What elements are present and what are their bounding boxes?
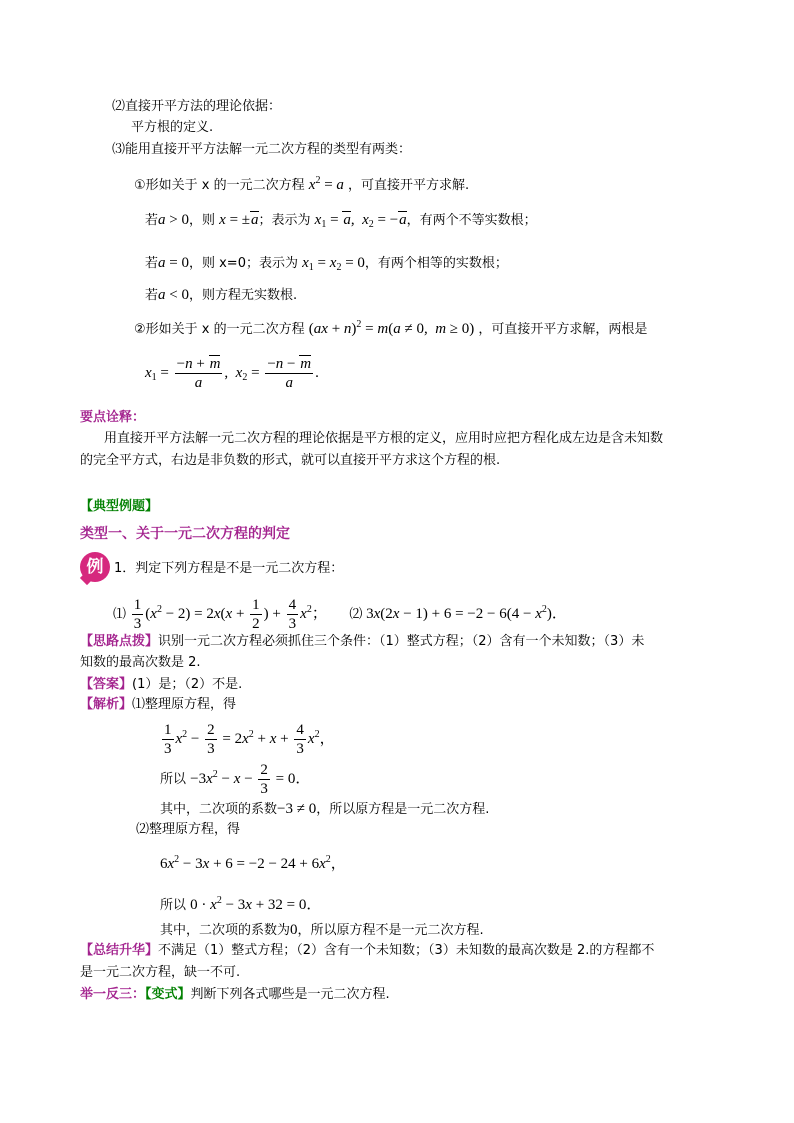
summary-line-2: 是一元二次方程，缺一不可. (80, 965, 241, 980)
example-question: 1．判定下列方程是不是一元二次方程： (114, 561, 344, 576)
analysis-eq-2: $6x^2 - 3x + 6 = -2 - 24 + 6x^2$， (160, 854, 346, 872)
analysis-so-1: 所以 $-3x^2 - x$ − $\frac{2}{3}$ = 0． (160, 762, 311, 798)
section-2-label: ⑵直接开平方法的理论依据： (112, 99, 282, 114)
type-1-line: ①形如关于 x 的一元二次方程 $x^2 = a$ ，可直接开平方求解. (134, 175, 470, 193)
case-a-positive: 若a > 0，则 x = ±a；表示为 $x_1 = a$, $x_2 = -a$，有两个不等实数根； (145, 212, 537, 230)
variant-line: 举一反三：【变式】判断下列各式哪些是一元二次方程. (80, 987, 390, 1002)
type-one-title: 类型一、关于一元二次方程的判定 (80, 526, 290, 542)
analysis-line: 【解析】⑴整理原方程，得 (80, 697, 237, 712)
summary-line-1: 【总结升华】不满足（1）整式方程；（2）含有一个未知数；（3）未知数的最高次数是 2.的方程都不 (80, 943, 655, 958)
formula-ax-plus-n-squared: (ax + n)$^2$ = m(a ≠ 0, m ≥ 0) (308, 319, 475, 337)
keypoint-line-1: 用直接开平方法解一元二次方程的理论依据是平方根的定义，应用时应把方程化成左边是含未知数 (104, 431, 664, 446)
type-2-line: ②形如关于 x 的一元二次方程 (ax + n)$^2$ = m(a ≠ 0, m ≥ 0) ，可直接开平方求解，两根是 (134, 319, 648, 337)
keypoint-line-2: 的完全平方式，右边是非负数的形式，就可以直接开平方求这个方程的根. (80, 453, 501, 468)
case-a-negative: 若a < 0，则方程无实数根. (145, 287, 298, 303)
answer-line: 【答案】(1）是；（2）不是. (80, 677, 243, 692)
section-3-label: ⑶能用直接开平方法解一元二次方程的类型有两类： (112, 142, 412, 157)
analysis-where-2: 其中，二次项的系数为0，所以原方程不是一元二次方程. (160, 922, 484, 938)
section-2-text: 平方根的定义. (131, 120, 214, 135)
analysis-part-2: ⑵整理原方程，得 (136, 822, 241, 837)
examples-title: 【典型例题】 (80, 499, 159, 514)
analysis-so-2: 所以 $0 \cdot x^2 - 3x + 32 = 0$． (160, 895, 322, 913)
example-equations: ⑴ $\frac{1}{3}$ $(x^2 - 2) = 2x(x$ + $\frac{1}{2}$ ) + $\frac{4}{3}$ $x^2$； ⑵ $3x(2x - 1) + 6 = -2 - 6(4 - x^2)$． (113, 597, 567, 633)
analysis-where-1: 其中，二次项的系数−3 ≠ 0，所以原方程是一元二次方程. (160, 801, 490, 817)
example-badge: 例 (80, 552, 110, 582)
keypoint-title: 要点诠释： (80, 410, 146, 425)
two-roots-formula: $x_1$ = $\frac{-n + m}{a}$ , $x_2$ = $\frac{-n - m}{a}$ . (145, 356, 319, 392)
case-a-zero: 若a = 0，则 x=0；表示为 $x_1 = x_2 = 0$，有两个相等的实数根； (145, 255, 508, 273)
hint-line-1: 【思路点拨】识别一元二次方程必须抓住三个条件：（1）整式方程；（2）含有一个未知数；（3）未 (80, 634, 645, 649)
formula-x2-eq-a: $x^2 = a$ (308, 175, 344, 193)
analysis-eq-1: $\frac{1}{3}$ $x^2$ − $\frac{2}{3}$ = $2x^2 + x$ + $\frac{4}{3}$ $x^2$， (164, 722, 335, 758)
hint-line-2: 知数的最高次数是 2. (80, 655, 201, 670)
